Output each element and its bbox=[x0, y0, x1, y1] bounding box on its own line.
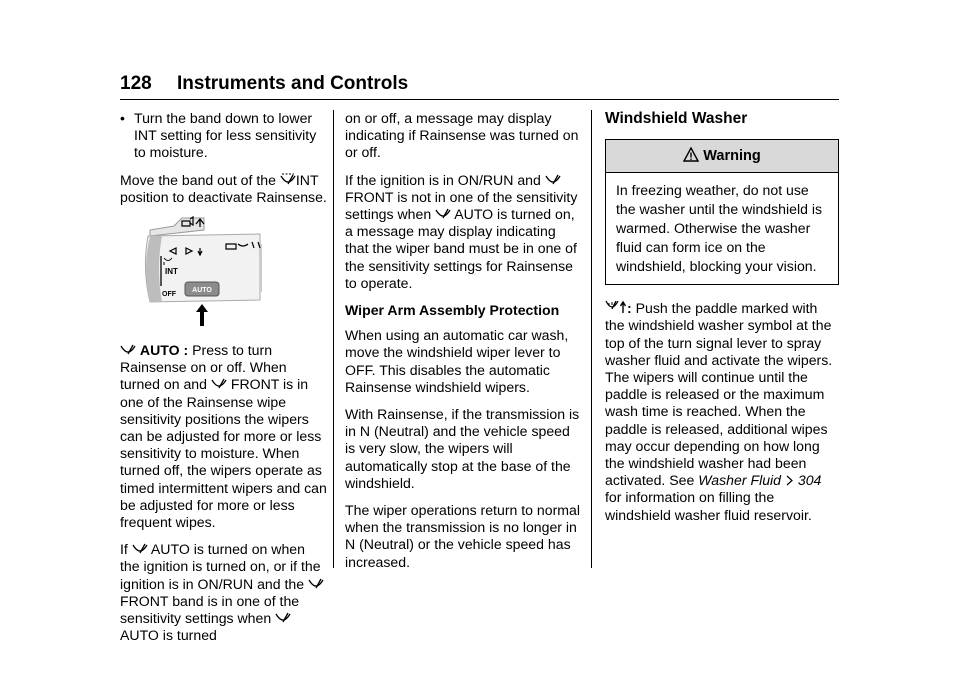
paragraph bbox=[120, 342, 328, 531]
section-title: Instruments and Controls bbox=[177, 73, 409, 94]
wiper-icon bbox=[308, 578, 324, 591]
paragraph: on or off, a message may display indicating if Rainsense was turned on or off. bbox=[345, 110, 579, 161]
warning-label: Warning bbox=[703, 147, 761, 164]
int-label: INT bbox=[165, 267, 178, 277]
column-divider bbox=[333, 110, 334, 568]
paragraph bbox=[605, 299, 839, 524]
text: AUTO is turned on when the ignition is turned on, or if the ignition is in ON/RUN and the bbox=[120, 541, 321, 592]
wiper-icon bbox=[211, 378, 227, 391]
column-middle bbox=[345, 110, 580, 581]
rainsense-icon bbox=[120, 344, 136, 357]
rainsense-icon bbox=[435, 208, 451, 221]
off-label: OFF bbox=[162, 291, 176, 299]
paragraph: When using an automatic car wash, move the windshield wiper lever to OFF. This disables the automatic Rainsense windshield wipers. bbox=[345, 327, 569, 395]
warning-box bbox=[605, 139, 839, 285]
text: AUTO is turned bbox=[120, 627, 217, 644]
washer-colon: : bbox=[627, 300, 632, 317]
text: Move the band out of the bbox=[120, 171, 276, 188]
list-item bbox=[120, 110, 328, 162]
warning-text: In freezing weather, do not use the washer until the windshield is warmed. Otherwise the washer fluid can form ice on the windshield, blocking your vision. bbox=[616, 182, 823, 275]
text: INT bbox=[295, 171, 319, 188]
paragraph bbox=[120, 172, 328, 206]
washer-fluid-link[interactable]: Washer Fluid bbox=[698, 472, 782, 489]
rainsense-icon bbox=[132, 543, 148, 556]
text: FRONT band is in one of the sensitivity settings when bbox=[120, 592, 300, 627]
wiper-int-icon bbox=[280, 173, 296, 187]
warning-header bbox=[606, 140, 838, 173]
column-right bbox=[605, 110, 839, 534]
subheading-wiper-protection: Wiper Arm Assembly Protection bbox=[345, 302, 560, 319]
bullet-text: Turn the band down to lower INT setting for less sensitivity to moisture. bbox=[134, 110, 317, 161]
text: If the ignition is in ON/RUN and bbox=[345, 171, 541, 188]
text: Push the paddle marked with the windshield washer symbol at the top of the turn signal lever to spray washer fluid and activate the wipers. The wipers will continue until the paddle is released or the maximum wash time is reached. When the paddle is released, additional wipes may occur depending on how long the windshield washer had been activated. See bbox=[605, 300, 833, 489]
auto-label: AUTO bbox=[192, 287, 212, 295]
auto-heading: AUTO : bbox=[139, 342, 189, 359]
column-left bbox=[120, 110, 328, 654]
page-number: 128 bbox=[120, 73, 152, 94]
paragraph: The wiper operations return to normal when the transmission is no longer in N (Neutral) or the vehicle speed has increased. bbox=[345, 502, 581, 570]
page-header bbox=[120, 70, 839, 100]
bullet: • bbox=[120, 110, 125, 126]
rainsense-icon bbox=[275, 612, 291, 625]
paragraph bbox=[120, 541, 328, 644]
wiper-icon bbox=[545, 174, 561, 187]
section-heading: Windshield Washer bbox=[605, 110, 748, 127]
text: position to deactivate Rainsense. bbox=[120, 188, 327, 205]
paragraph bbox=[345, 172, 580, 292]
text: AUTO is turned on, a message may display indicating that the wiper band must be in one of the sensitivity settings for Rainsense to operate. bbox=[345, 206, 577, 291]
text: Press to turn Rainsense on or off. When turned on and bbox=[120, 342, 287, 393]
text: FRONT is in one of the Rainsense wipe sensitivity positions the wipers can be adjusted for more or less sensitivity to moisture. When turned off, the wipers operate as timed intermittent wipers and can be adjusted for more or less frequent wipes. bbox=[120, 376, 327, 531]
column-divider bbox=[591, 110, 592, 568]
text: for information on filling the windshield washer fluid reservoir. bbox=[605, 489, 812, 523]
washer-fluid-page[interactable]: 304 bbox=[797, 472, 822, 489]
washer-icon bbox=[605, 299, 627, 315]
text: FRONT is not in one of the sensitivity settings when bbox=[345, 188, 578, 223]
text: If bbox=[120, 541, 128, 558]
warning-icon bbox=[683, 147, 699, 166]
paragraph: With Rainsense, if the transmission is in N (Neutral) and the vehicle speed is very slow, the wipers will automatically stop at the base of the windshield. bbox=[345, 406, 580, 491]
page-ref-icon bbox=[785, 472, 794, 488]
wiper-lever-illustration bbox=[120, 216, 328, 328]
